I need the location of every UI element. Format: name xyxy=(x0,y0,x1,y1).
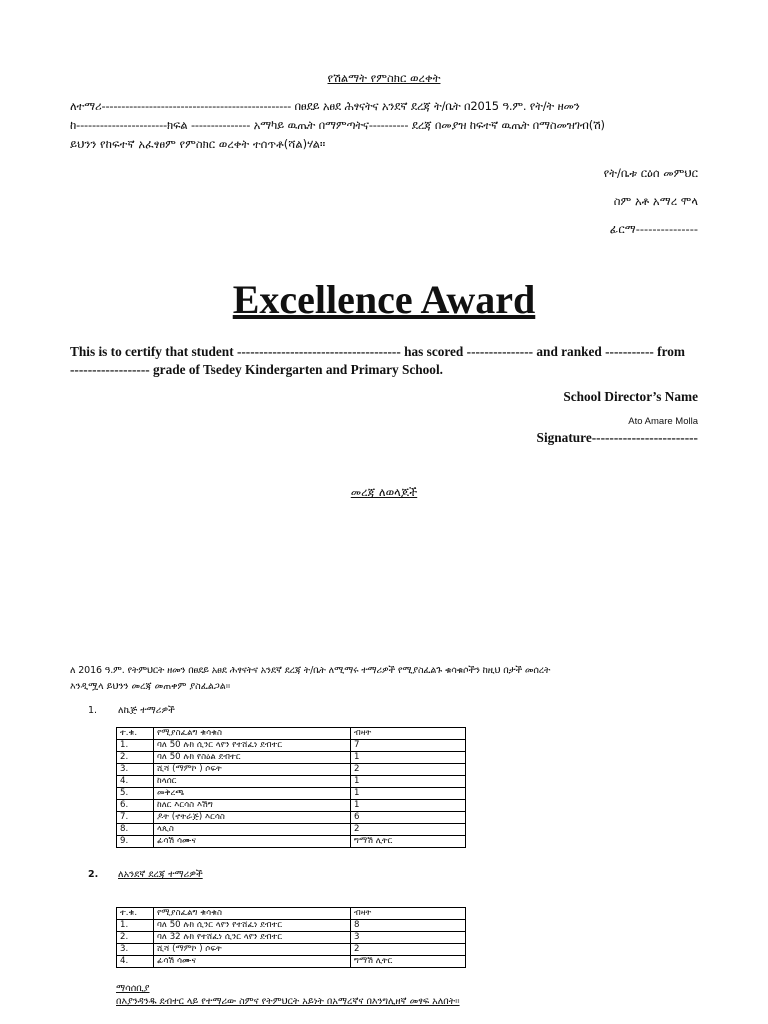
kindergarten-materials-table xyxy=(116,727,466,848)
primary-materials-body xyxy=(117,908,466,968)
primary-item-name: ባለ 32 ሉክ የተሸፈነ ሲንር ላየን ደብተር xyxy=(154,932,351,944)
note-text: በእያንዳንዱ ደብተር ላይ የተማሪው ስምና የትምህርት አይነት በአማረኛና በእንግሊዘኛ መፃፍ አለበት። xyxy=(116,996,460,1007)
parents-info-intro-line-2: እንዲሟላ ይህንን መረጃ መጠቀም ያስፈልጋል። xyxy=(70,681,231,692)
kg-row-number: 1. xyxy=(117,740,154,752)
kg-item-name: ከለር እርሳስ እሽግ xyxy=(154,800,351,812)
primary-item-name: ፊሳሽ ሳሙና xyxy=(154,956,351,968)
kg-quantity: 7 xyxy=(351,740,466,752)
kg-item-name: ዶት (ኖትራጅ) እርሳስ xyxy=(154,812,351,824)
kg-quantity: 1 xyxy=(351,752,466,764)
kg-item-name: ባለ 50 ሉክ ሲንር ላየን የተሸፈነ ደብተር xyxy=(154,740,351,752)
kg-quantity: 1 xyxy=(351,776,466,788)
primary-item-name: ሺሻ (ማምኮ ) ሶፍት xyxy=(154,944,351,956)
table-row xyxy=(117,740,466,752)
table-row xyxy=(117,944,466,956)
table-row xyxy=(117,824,466,836)
kg-row-number: 4. xyxy=(117,776,154,788)
parents-info-intro-line-1: ለ 2016 ዓ.ም. የትምህርት ዘመን በፀደይ አፀደ ሕፃናትና አንደኛ ደረጃ ት/ቤት ለሚማሩ ተማሪዎች የሚያስፈልጉ ቁሳቁሶችን ከዚህ በታች መሰረት xyxy=(70,665,551,676)
table-row xyxy=(117,776,466,788)
list-number-2: 2. xyxy=(88,869,99,880)
kg-item-name: ከላሰር xyxy=(154,776,351,788)
primary-quantity: 3 xyxy=(351,932,466,944)
table-row xyxy=(117,788,466,800)
kg-quantity: ግማሽ ሊትር xyxy=(351,836,466,848)
primary-header-row xyxy=(117,908,466,920)
amharic-director-name: ስም አቶ አማረ ሞላ xyxy=(613,194,698,208)
list-label-kindergarten: ለኬጅ ተማሪዎች xyxy=(118,705,175,716)
amharic-director-title: የት/ቤቱ ርዕሰ መምህር xyxy=(603,166,698,180)
kindergarten-materials-body xyxy=(117,728,466,848)
kg-item-name: ፊሳሽ ሳሙና xyxy=(154,836,351,848)
table-row xyxy=(117,956,466,968)
kg-quantity: 6 xyxy=(351,812,466,824)
kg-header-row xyxy=(117,728,466,740)
table-row xyxy=(117,752,466,764)
director-name-label: School Director’s Name xyxy=(563,389,698,404)
kg-header-quantity: ብዛት xyxy=(351,728,466,740)
amharic-certificate-line-2: ከ-----------------------ክፍል --------------- አማካይ ዉጤት በማምጣትና---------- ደረጃ በመያዝ ከፍተኛ ዉጤት በማስመዝገብ(ሽ) xyxy=(70,118,605,132)
kg-row-number: 2. xyxy=(117,752,154,764)
kg-quantity: 2 xyxy=(351,824,466,836)
note-title: ማሳሰቢያ xyxy=(116,983,150,994)
kg-row-number: 6. xyxy=(117,800,154,812)
primary-row-number: 4. xyxy=(117,956,154,968)
kg-quantity: 1 xyxy=(351,800,466,812)
award-statement-line-1: This is to certify that student ------------------------------------- has scored --------------- and ranked ----------- from xyxy=(70,344,685,359)
primary-header-number: ተ.ቁ. xyxy=(117,908,154,920)
kg-item-name: ሺሻ (ማምኮ ) ሶፍት xyxy=(154,764,351,776)
kg-row-number: 5. xyxy=(117,788,154,800)
kg-item-name: ባለ 50 ሉክ የስዕል ደብተር xyxy=(154,752,351,764)
primary-row-number: 3. xyxy=(117,944,154,956)
kg-row-number: 9. xyxy=(117,836,154,848)
excellence-award-title: Excellence Award xyxy=(232,277,536,322)
kg-header-number: ተ.ቁ. xyxy=(117,728,154,740)
director-name-value: Ato Amare Molla xyxy=(628,416,698,427)
amharic-certificate-line-3: ይህንን የከፍተኛ አፈፃፀም የምስክር ወረቀት ተሰጥቶ(ሻል)ሃል። xyxy=(70,137,326,151)
kg-row-number: 3. xyxy=(117,764,154,776)
primary-quantity: ግማሽ ሊትር xyxy=(351,956,466,968)
kg-row-number: 7. xyxy=(117,812,154,824)
kg-header-item: የሚያስፈልግ ቁሳቁስ xyxy=(154,728,351,740)
primary-quantity: 8 xyxy=(351,920,466,932)
table-row xyxy=(117,800,466,812)
table-row xyxy=(117,812,466,824)
kg-item-name: መቅረጫ xyxy=(154,788,351,800)
list-number-1: 1. xyxy=(88,705,98,716)
amharic-certificate-title: የሽልማት የምስክር ወረቀት xyxy=(327,71,441,85)
primary-header-quantity: ብዛት xyxy=(351,908,466,920)
primary-header-item: የሚያስፈልግ ቁሳቁስ xyxy=(154,908,351,920)
parents-info-title: መረጃ ለወላጆች xyxy=(350,485,418,499)
kg-item-name: ላጲስ xyxy=(154,824,351,836)
amharic-certificate-line-1: ለተማሪ------------------------------------------------ በፀደይ አፀደ ሕፃናትና አንደኛ ደረጃ ት/ቤት በ2015 ዓ.ም. የት/ት ዘመን xyxy=(70,99,580,113)
kg-row-number: 8. xyxy=(117,824,154,836)
table-row xyxy=(117,932,466,944)
award-signature-line: Signature------------------------ xyxy=(536,430,698,445)
table-row xyxy=(117,920,466,932)
list-label-primary: ለአንደኛ ደረጃ ተማሪዎች xyxy=(118,869,203,880)
amharic-signature-line: ፊርማ--------------- xyxy=(609,222,698,236)
primary-row-number: 1. xyxy=(117,920,154,932)
kg-quantity: 2 xyxy=(351,764,466,776)
kg-quantity: 1 xyxy=(351,788,466,800)
table-row xyxy=(117,764,466,776)
primary-item-name: ባለ 50 ሉክ ሲንር ላየን የተሸፈነ ደብተር xyxy=(154,920,351,932)
primary-quantity: 2 xyxy=(351,944,466,956)
table-row xyxy=(117,836,466,848)
primary-row-number: 2. xyxy=(117,932,154,944)
award-statement-line-2: ------------------ grade of Tsedey Kindergarten and Primary School. xyxy=(70,362,443,377)
primary-materials-table xyxy=(116,907,466,968)
